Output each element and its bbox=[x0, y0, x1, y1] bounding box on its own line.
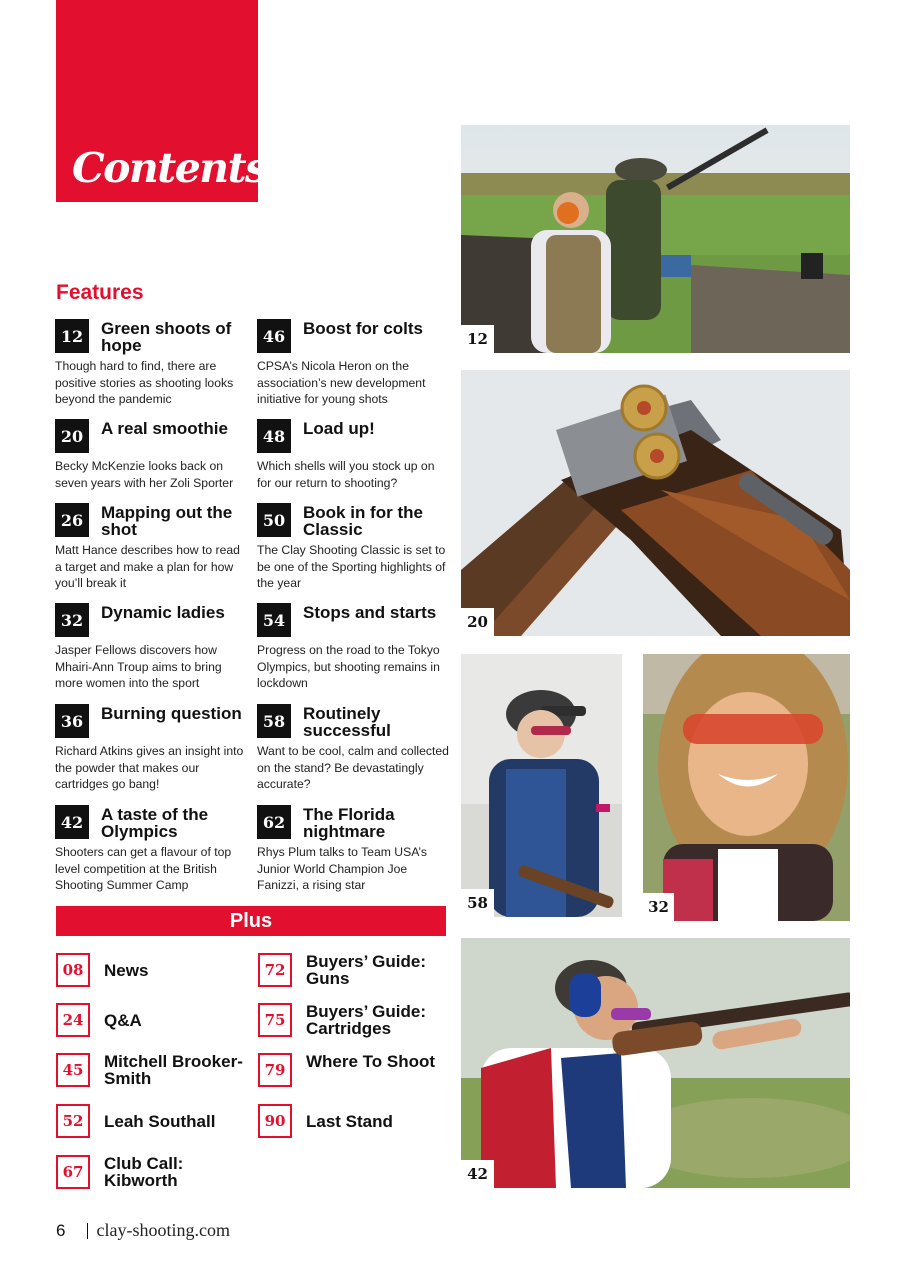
photo-smiling-woman bbox=[643, 654, 850, 921]
feature-description: Want to be cool, calm and collected on the stand? Be devastatingly accurate? bbox=[257, 744, 449, 792]
feature-description: Jasper Fellows discovers how Mhairi-Ann Troup aims to bring more women into the sport bbox=[55, 643, 222, 691]
feature-description: Which shells will you stock up on for our return to shooting? bbox=[257, 459, 435, 490]
photo-shooters-stand-illustration bbox=[461, 125, 850, 353]
footer-site-link[interactable]: clay-shooting.com bbox=[96, 1220, 230, 1240]
feature-description: Matt Hance describes how to read a target and make a plan for how you’ll break it bbox=[55, 543, 240, 591]
feature-description: Becky McKenzie looks back on seven years with her Zoli Sporter bbox=[55, 459, 234, 490]
regular-page-number: 90 bbox=[258, 1104, 292, 1138]
feature-title: A real smoothie bbox=[101, 419, 228, 438]
regular-page-number: 24 bbox=[56, 1003, 90, 1037]
feature-title: Load up! bbox=[303, 419, 375, 438]
regular-page-number: 79 bbox=[258, 1053, 292, 1087]
feature-title: Burning question bbox=[101, 704, 242, 723]
feature-description: Though hard to find, there are positive stories as shooting looks beyond the pandemic bbox=[55, 359, 234, 407]
photo-shooters-stand bbox=[461, 125, 850, 353]
feature-title: Mapping out the shot bbox=[101, 503, 233, 539]
feature-description: Richard Atkins gives an insight into the powder that makes our cartridges go bang! bbox=[55, 744, 244, 792]
regular-page-number: 08 bbox=[56, 953, 90, 987]
feature-title: Routinely successful bbox=[303, 704, 391, 740]
page-footer bbox=[56, 1220, 230, 1241]
regular-page-number: 67 bbox=[56, 1155, 90, 1189]
feature-title: The Florida nightmare bbox=[303, 805, 395, 841]
feature-title: Boost for colts bbox=[303, 319, 423, 338]
photo-page-label: 20 bbox=[461, 608, 494, 636]
feature-page-number: 26 bbox=[55, 503, 89, 537]
regular-title: Buyers’ Guide: Cartridges bbox=[306, 1002, 426, 1038]
photo-young-shooter bbox=[461, 654, 622, 917]
feature-page-number: 48 bbox=[257, 419, 291, 453]
photo-smiling-woman-illustration bbox=[643, 654, 850, 921]
photo-young-shooter-illustration bbox=[461, 654, 622, 917]
feature-title: Dynamic ladies bbox=[101, 603, 225, 622]
feature-description: The Clay Shooting Classic is set to be one of the Sporting highlights of the year bbox=[257, 543, 446, 591]
photo-page-label: 12 bbox=[461, 325, 494, 353]
regular-title: Q&A bbox=[104, 1011, 142, 1030]
regular-title: News bbox=[104, 961, 149, 980]
page-title: Contents bbox=[72, 144, 267, 192]
feature-title: Green shoots of hope bbox=[101, 319, 232, 355]
footer-page-number: 6 bbox=[56, 1220, 66, 1240]
regular-title: Where To Shoot bbox=[306, 1052, 436, 1071]
feature-title: Stops and starts bbox=[303, 603, 437, 622]
regular-page-number: 75 bbox=[258, 1003, 292, 1037]
regular-title: Buyers’ Guide: Guns bbox=[306, 952, 426, 988]
photo-shotgun-action bbox=[461, 370, 850, 636]
feature-page-number: 20 bbox=[55, 419, 89, 453]
feature-page-number: 58 bbox=[257, 704, 291, 738]
photo-olympic-shooter bbox=[461, 938, 850, 1188]
feature-description: CPSA’s Nicola Heron on the association’s new development initiative for young shots bbox=[257, 359, 426, 407]
feature-page-number: 42 bbox=[55, 805, 89, 839]
feature-page-number: 32 bbox=[55, 603, 89, 637]
feature-page-number: 62 bbox=[257, 805, 291, 839]
regular-page-number: 45 bbox=[56, 1053, 90, 1087]
feature-page-number: 54 bbox=[257, 603, 291, 637]
plus-heading: Plus bbox=[56, 906, 446, 936]
regular-title: Club Call: Kibworth bbox=[104, 1154, 184, 1190]
regular-page-number: 72 bbox=[258, 953, 292, 987]
feature-title: A taste of the Olympics bbox=[101, 805, 209, 841]
feature-title: Book in for the Classic bbox=[303, 503, 423, 539]
photo-olympic-shooter-illustration bbox=[461, 938, 850, 1188]
regular-title: Leah Southall bbox=[104, 1112, 216, 1131]
regular-title: Last Stand bbox=[306, 1112, 393, 1131]
footer-divider bbox=[87, 1223, 88, 1239]
feature-page-number: 12 bbox=[55, 319, 89, 353]
photo-page-label: 42 bbox=[461, 1160, 494, 1188]
photo-shotgun-action-illustration bbox=[461, 370, 850, 636]
photo-page-label: 58 bbox=[461, 889, 494, 917]
feature-page-number: 36 bbox=[55, 704, 89, 738]
regular-page-number: 52 bbox=[56, 1104, 90, 1138]
feature-page-number: 46 bbox=[257, 319, 291, 353]
feature-description: Shooters can get a flavour of top level competition at the British Shooting Summer Camp bbox=[55, 845, 232, 893]
photo-page-label: 32 bbox=[643, 893, 674, 921]
features-heading: Features bbox=[56, 281, 144, 304]
contents-header-block bbox=[56, 0, 267, 202]
regular-title: Mitchell Brooker-Smith bbox=[104, 1052, 243, 1088]
feature-description: Progress on the road to the Tokyo Olympics, but shooting remains in lockdown bbox=[257, 643, 440, 691]
feature-page-number: 50 bbox=[257, 503, 291, 537]
feature-description: Rhys Plum talks to Team USA’s Junior World Champion Joe Fanizzi, a rising star bbox=[257, 845, 428, 893]
